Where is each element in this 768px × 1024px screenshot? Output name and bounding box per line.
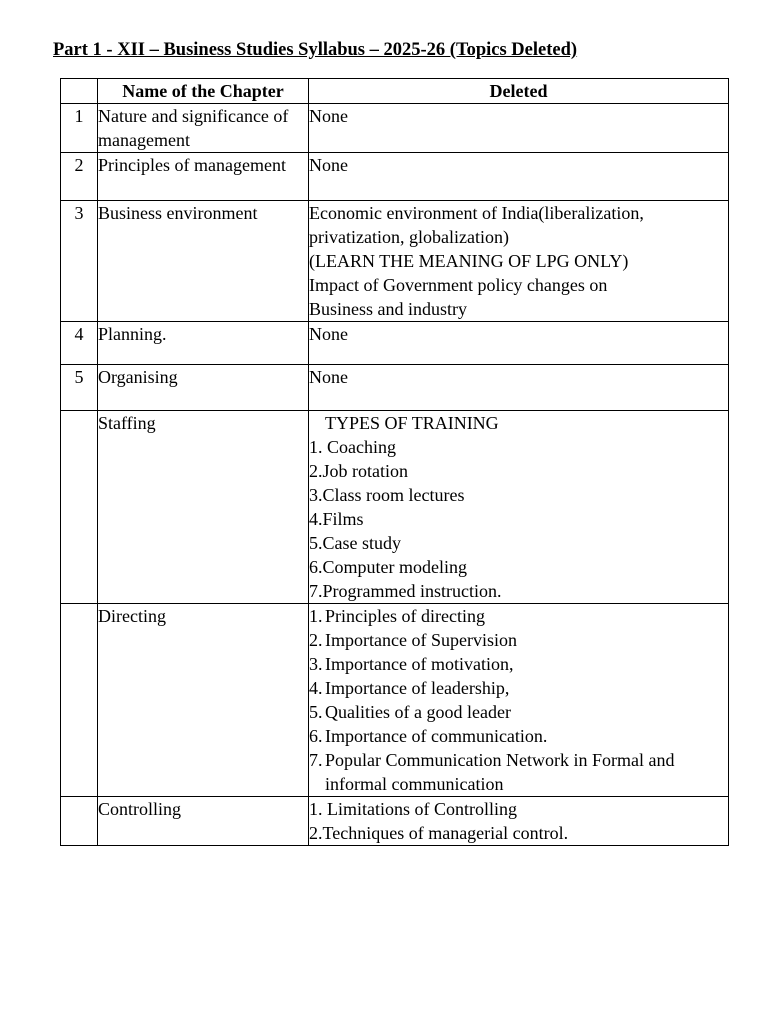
chapter-name: Business environment: [98, 201, 309, 322]
table-row: [61, 604, 729, 797]
deleted-topics: [309, 797, 729, 846]
row-number: 1: [61, 104, 98, 153]
item-text: Popular Communication Network in Formal and informal communication: [325, 750, 675, 794]
chapter-name: Planning.: [98, 322, 309, 365]
deleted-topic: Impact of Government policy changes on: [309, 275, 608, 295]
chapter-name: Nature and significance of management: [98, 104, 309, 153]
deleted-topic-heading: TYPES OF TRAINING: [325, 413, 499, 433]
deleted-topics: [309, 104, 729, 153]
row-number: 3: [61, 201, 98, 322]
table-row: [61, 797, 729, 846]
item-number: 5.: [309, 702, 323, 722]
table-header-row: [61, 79, 729, 104]
syllabus-table: [60, 78, 729, 846]
row-number: [61, 411, 98, 604]
deleted-topics: [309, 201, 729, 322]
deleted-topic-item: [309, 676, 728, 700]
deleted-topic: 2.Job rotation: [309, 461, 408, 481]
deleted-topic: Economic environment of India(liberalization,: [309, 203, 644, 223]
table-row: [61, 322, 729, 365]
row-number: 2: [61, 153, 98, 201]
deleted-topic: 1. Coaching: [309, 437, 396, 457]
row-number: 5: [61, 365, 98, 411]
item-number: 3.: [309, 654, 323, 674]
table-row: [61, 201, 729, 322]
item-text: Importance of motivation,: [325, 654, 514, 674]
item-number: 1.: [309, 606, 323, 626]
item-text: Importance of communication.: [325, 726, 548, 746]
item-text: Importance of Supervision: [325, 630, 517, 650]
item-text: Importance of leadership,: [325, 678, 510, 698]
deleted-topic: 4.Films: [309, 509, 364, 529]
deleted-topic: (LEARN THE MEANING OF LPG ONLY): [309, 251, 629, 271]
deleted-topic: None: [309, 367, 348, 387]
row-number: [61, 604, 98, 797]
deleted-topic: 1. Limitations of Controlling: [309, 799, 517, 819]
item-text: Principles of directing: [325, 606, 485, 626]
deleted-topic: None: [309, 155, 348, 175]
deleted-topic: 5.Case study: [309, 533, 401, 553]
chapter-name: Directing: [98, 604, 309, 797]
deleted-topic-item: [309, 652, 728, 676]
table-row: [61, 153, 729, 201]
deleted-topic: None: [309, 324, 348, 344]
table-row: [61, 411, 729, 604]
chapter-name: Staffing: [98, 411, 309, 604]
deleted-topic-item: [309, 724, 728, 748]
deleted-topic: Business and industry: [309, 299, 468, 319]
deleted-topic-item: [309, 604, 728, 628]
deleted-topic: None: [309, 106, 348, 126]
deleted-topic-item: [309, 628, 728, 652]
deleted-topics: [309, 604, 729, 797]
row-number: 4: [61, 322, 98, 365]
item-number: 6.: [309, 726, 323, 746]
page-title: Part 1 - XII – Business Studies Syllabus – 2025-26 (Topics Deleted): [53, 40, 578, 60]
deleted-topics: [309, 365, 729, 411]
table-row: [61, 104, 729, 153]
deleted-topics: [309, 322, 729, 365]
header-number: [61, 79, 98, 104]
item-text: Qualities of a good leader: [325, 702, 511, 722]
deleted-topic-item: [309, 700, 728, 724]
row-number: [61, 797, 98, 846]
deleted-topic: 6.Computer modeling: [309, 557, 467, 577]
item-number: 4.: [309, 678, 323, 698]
header-deleted: Deleted: [309, 79, 729, 104]
chapter-name: Organising: [98, 365, 309, 411]
item-number: 7.: [309, 750, 323, 770]
chapter-name: Principles of management: [98, 153, 309, 201]
deleted-topics: [309, 153, 729, 201]
table-row: [61, 365, 729, 411]
deleted-topic-item: [309, 748, 728, 796]
deleted-topics: [309, 411, 729, 604]
header-chapter: Name of the Chapter: [98, 79, 309, 104]
chapter-name: Controlling: [98, 797, 309, 846]
item-number: 2.: [309, 630, 323, 650]
deleted-topic: 2.Techniques of managerial control.: [309, 823, 569, 843]
deleted-topic: privatization, globalization): [309, 227, 509, 247]
deleted-topic: 7.Programmed instruction.: [309, 581, 502, 601]
deleted-topic: 3.Class room lectures: [309, 485, 465, 505]
